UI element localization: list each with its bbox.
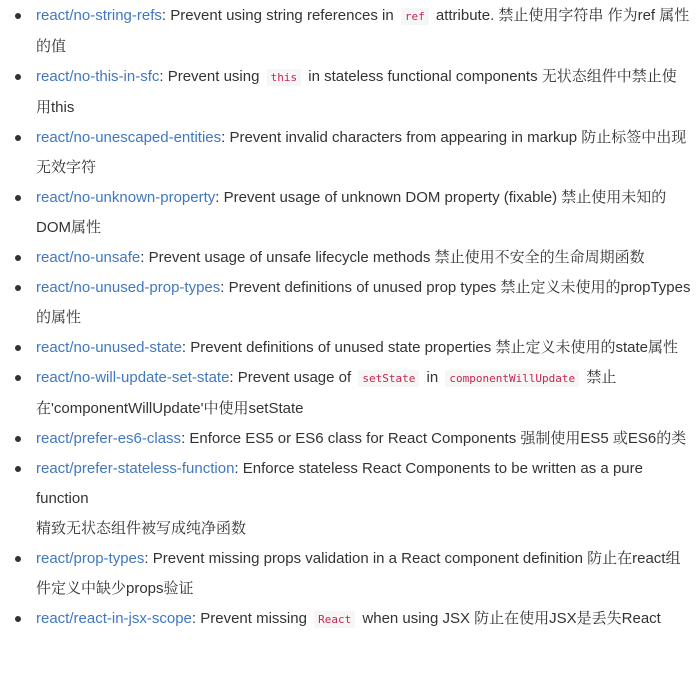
rule-description-line: 精致无状态组件被写成纯净函数 bbox=[36, 520, 247, 537]
rule-link[interactable]: react/no-string-refs bbox=[36, 7, 162, 24]
rule-link[interactable]: react/no-will-update-set-state bbox=[36, 369, 230, 386]
rule-link[interactable]: react/no-unsafe bbox=[36, 249, 141, 266]
bullet-icon bbox=[15, 195, 21, 201]
rule-list bbox=[0, 1, 697, 635]
list-item bbox=[36, 604, 691, 635]
rule-description: in bbox=[422, 369, 443, 386]
rule-description: attribute. 禁止使用字符串 作为ref 属性的值 bbox=[36, 7, 690, 55]
bullet-icon bbox=[15, 375, 21, 381]
bullet-icon bbox=[15, 285, 21, 291]
inline-code: ref bbox=[401, 8, 429, 25]
rule-link[interactable]: react/prop-types bbox=[36, 550, 145, 567]
inline-code: setState bbox=[358, 370, 419, 387]
rule-description: : Prevent missing bbox=[191, 610, 312, 627]
rule-link[interactable]: react/prefer-es6-class bbox=[36, 430, 182, 447]
rule-description: : Prevent missing props validation in a React component definition 防止在react组件定义中缺少props验证 bbox=[36, 550, 681, 597]
rule-link[interactable]: react/no-unused-prop-types bbox=[36, 279, 221, 296]
list-item bbox=[36, 333, 691, 363]
bullet-icon bbox=[15, 135, 21, 141]
rule-description: in stateless functional components 无状态组件中禁止使用this bbox=[36, 68, 677, 116]
list-item bbox=[36, 363, 691, 424]
inline-code: this bbox=[267, 69, 302, 86]
rule-link[interactable]: react/no-this-in-sfc bbox=[36, 68, 160, 85]
bullet-icon bbox=[15, 74, 21, 80]
bullet-icon bbox=[15, 13, 21, 19]
list-item bbox=[36, 544, 691, 604]
rule-link[interactable]: react/prefer-stateless-function bbox=[36, 460, 235, 477]
list-item bbox=[36, 62, 691, 123]
inline-code: React bbox=[314, 611, 355, 628]
list-item bbox=[36, 454, 691, 544]
rule-description: : Prevent usage of unknown DOM property (fixable) 禁止使用未知的DOM属性 bbox=[36, 189, 667, 236]
bullet-icon bbox=[15, 556, 21, 562]
bullet-icon bbox=[15, 436, 21, 442]
bullet-icon bbox=[15, 616, 21, 622]
rule-description: : Prevent using string references in bbox=[161, 7, 398, 24]
rule-description: : Prevent usage of bbox=[229, 369, 356, 386]
rule-link[interactable]: react/no-unknown-property bbox=[36, 189, 216, 206]
rule-description: when using JSX 防止在使用JSX是丢失React bbox=[358, 610, 661, 627]
rule-description: : Enforce ES5 or ES6 class for React Components 强制使用ES5 或ES6的类 bbox=[181, 430, 687, 447]
list-item bbox=[36, 243, 691, 273]
list-item bbox=[36, 424, 691, 454]
bullet-icon bbox=[15, 255, 21, 261]
bullet-icon bbox=[15, 345, 21, 351]
rule-link[interactable]: react/no-unescaped-entities bbox=[36, 129, 222, 146]
rule-link[interactable]: react/no-unused-state bbox=[36, 339, 182, 356]
rule-description: : Enforce stateless React Components to be written as a pure function bbox=[36, 460, 643, 507]
list-item bbox=[36, 1, 691, 62]
rule-description: 禁止在'componentWillUpdate'中使用setState bbox=[36, 369, 617, 417]
rule-link[interactable]: react/react-in-jsx-scope bbox=[36, 610, 192, 627]
list-item bbox=[36, 273, 691, 333]
bullet-icon bbox=[15, 466, 21, 472]
list-item bbox=[36, 123, 691, 183]
rule-description: : Prevent definitions of unused prop types 禁止定义未使用的propTypes的属性 bbox=[36, 279, 691, 326]
list-item bbox=[36, 183, 691, 243]
rule-description: : Prevent using bbox=[159, 68, 264, 85]
rule-description: : Prevent invalid characters from appearing in markup 防止标签中出现无效字符 bbox=[36, 129, 687, 176]
rule-description: : Prevent usage of unsafe lifecycle methods 禁止使用不安全的生命周期函数 bbox=[140, 249, 645, 266]
inline-code: componentWillUpdate bbox=[445, 370, 579, 387]
rule-description: : Prevent definitions of unused state properties 禁止定义未使用的state属性 bbox=[181, 339, 678, 356]
